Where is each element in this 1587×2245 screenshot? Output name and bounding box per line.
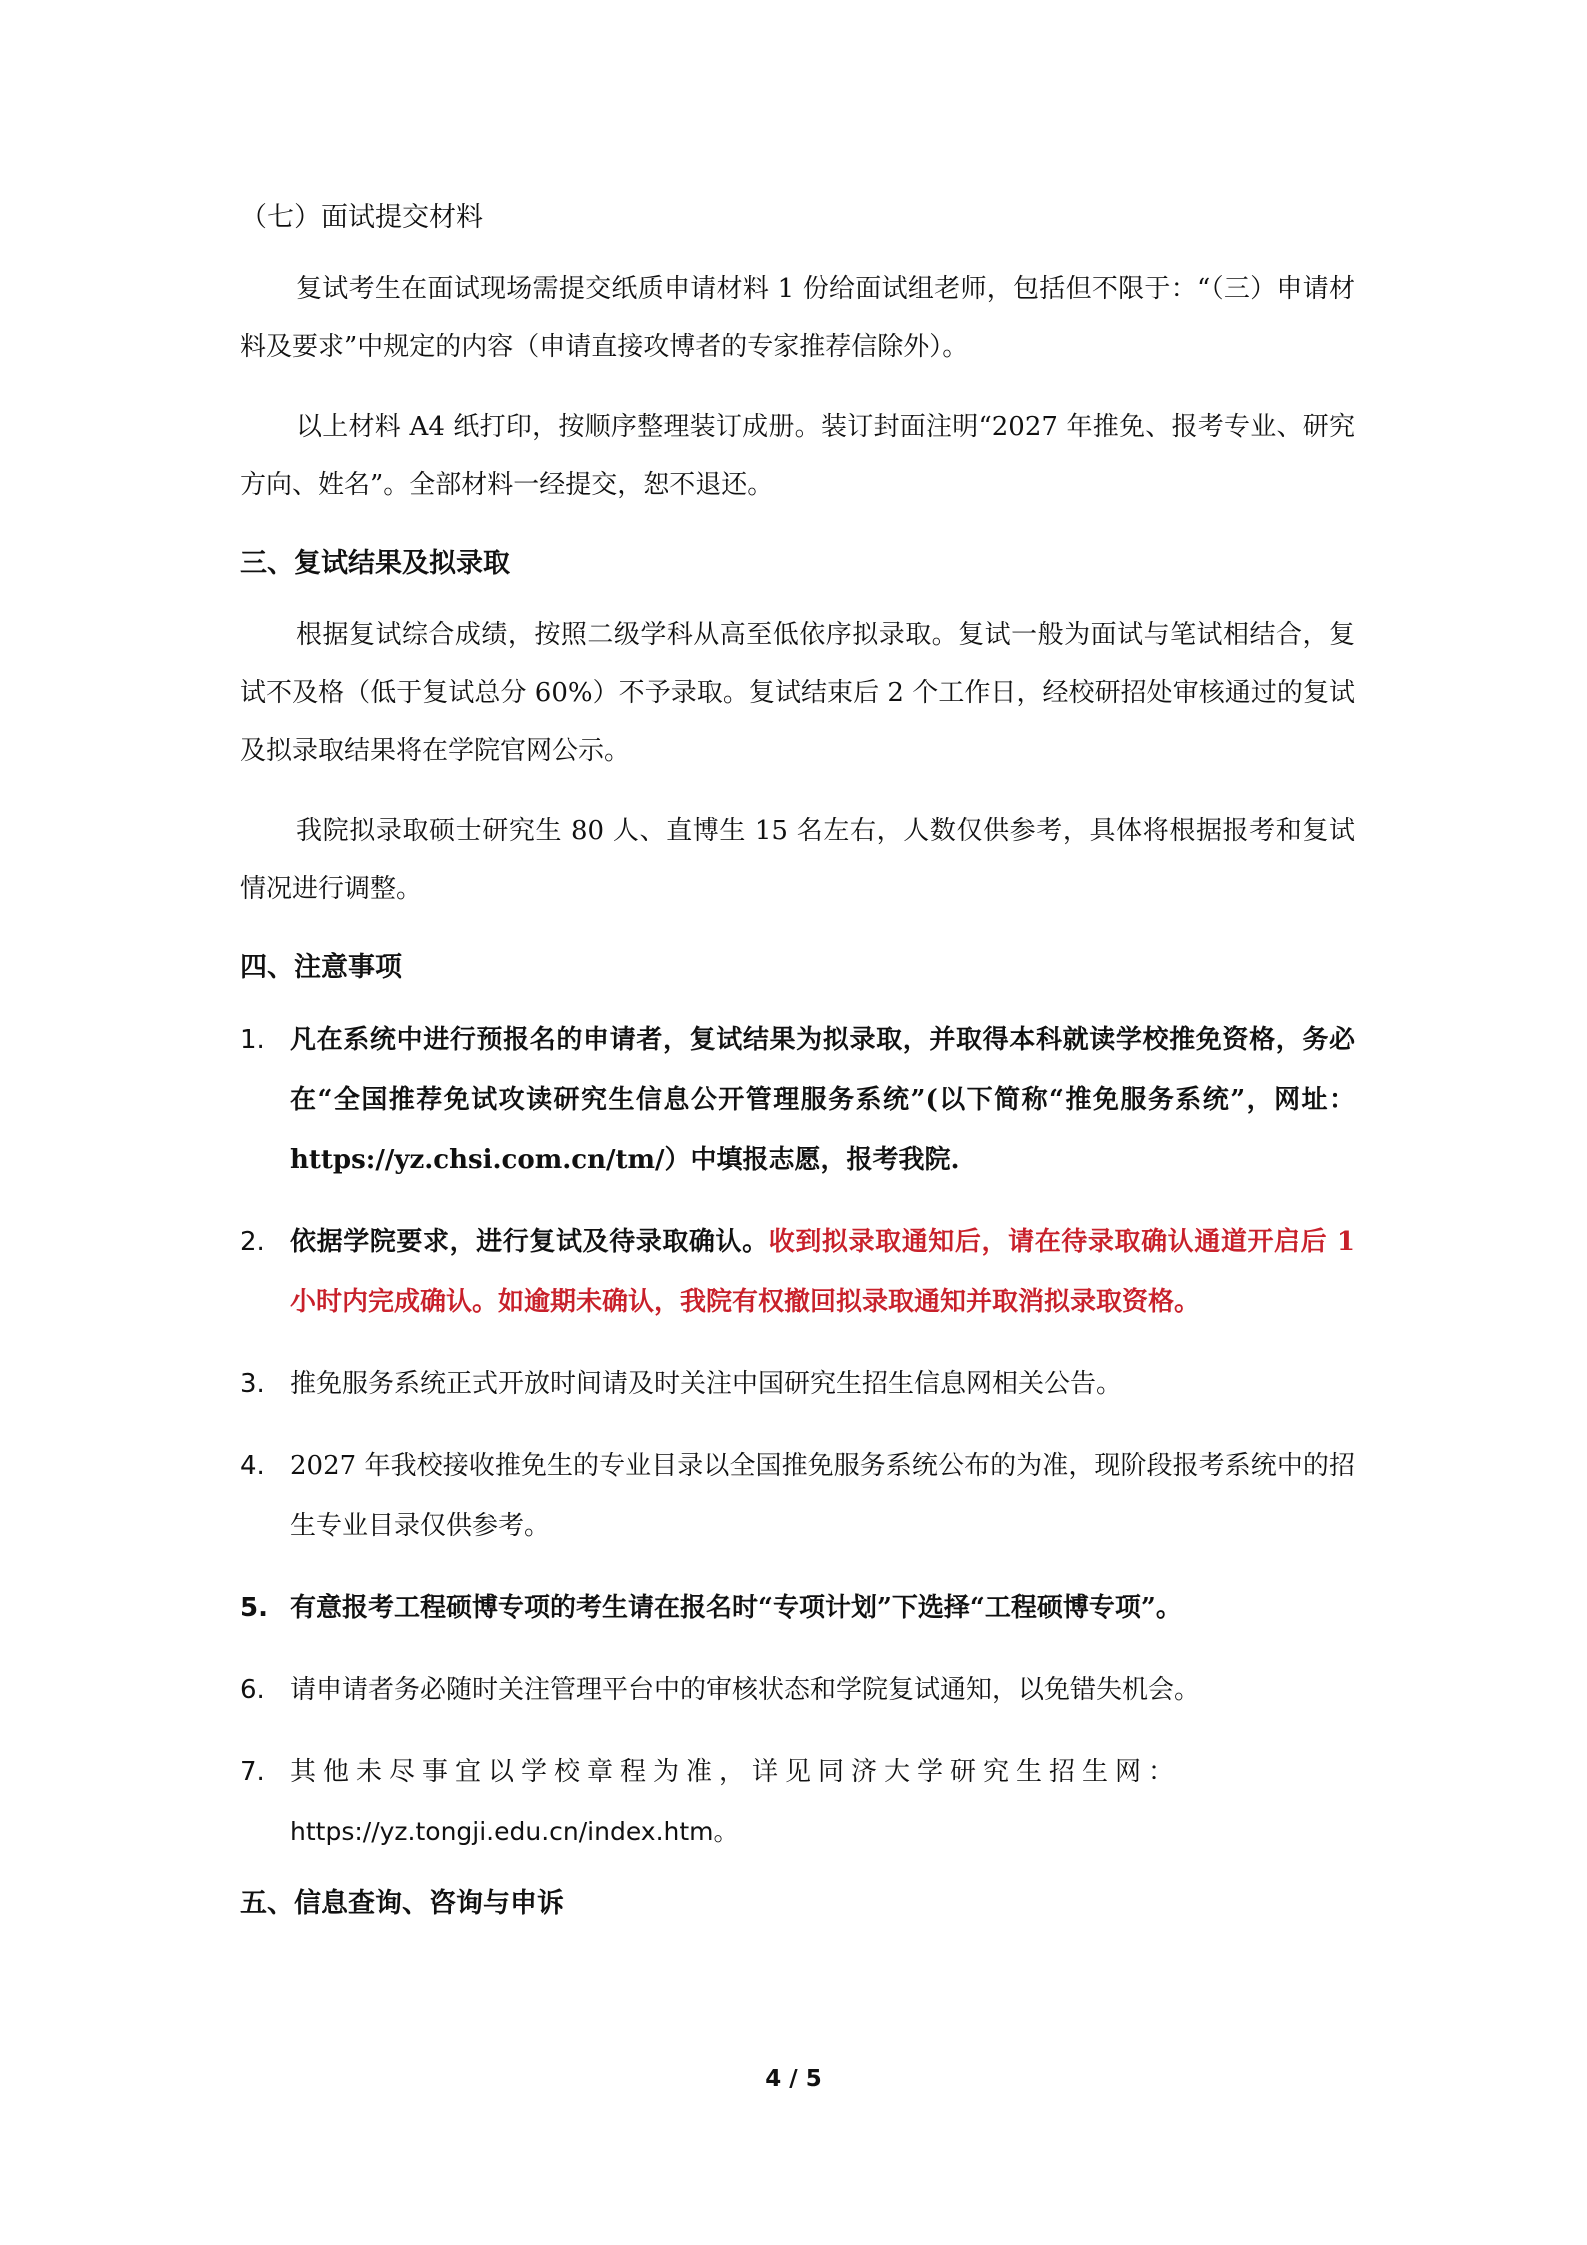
section-3-heading: 三、复试结果及拟录取 bbox=[240, 548, 510, 579]
notice-item-6 bbox=[240, 1660, 1355, 1720]
section-3-paragraph-2: 我院拟录取硕士研究生 80 人、直博生 15 名左右，人数仅供参考，具体将根据报考和复试情况进行调整。 bbox=[240, 816, 1355, 904]
section-7-paragraph-2: 以上材料 A4 纸打印，按顺序整理装订成册。装订封面注明“2027 年推免、报考专业、研究方向、姓名”。全部材料一经提交，恕不退还。 bbox=[240, 412, 1355, 500]
notice-item-text: 依据学院要求，进行复试及待录取确认。 bbox=[290, 1227, 769, 1257]
page-content bbox=[240, 198, 1355, 1924]
section-5-heading: 五、信息查询、咨询与申诉 bbox=[240, 1888, 564, 1919]
notice-item-7 bbox=[240, 1742, 1355, 1862]
notice-item-text: 2027 年我校接收推免生的专业目录以全国推免服务系统公布的为准，现阶段报考系统中的招生专业目录仅供参考。 bbox=[290, 1451, 1355, 1541]
notice-item-5 bbox=[240, 1578, 1355, 1638]
notice-item-text: 推免服务系统正式开放时间请及时关注中国研究生招生信息网相关公告。 bbox=[290, 1369, 1123, 1399]
notice-item-1 bbox=[240, 1010, 1355, 1190]
notice-list bbox=[240, 1010, 1355, 1862]
notice-item-text: 请申请者务必随时关注管理平台中的审核状态和学院复试通知，以免错失机会。 bbox=[290, 1675, 1201, 1705]
notice-item-4 bbox=[240, 1436, 1355, 1556]
notice-item-2 bbox=[240, 1212, 1355, 1332]
notice-item-3 bbox=[240, 1354, 1355, 1414]
notice-item-number: 1. bbox=[240, 1025, 265, 1055]
notice-item-warning-text: 收到拟录取通知后，请在待录取确认通道开启后 1 小时内完成确认。如逾期未确认，我院有权撤回拟录取通知并取消拟录取资格。 bbox=[290, 1227, 1355, 1317]
notice-item-number: 5. bbox=[240, 1593, 268, 1623]
notice-item-text: 其他未尽事宜以学校章程为准，详见同济大学研究生招生网： bbox=[290, 1757, 1182, 1787]
notice-item-text: 有意报考工程硕博专项的考生请在报名时“专项计划”下选择“工程硕博专项”。 bbox=[290, 1593, 1182, 1623]
notice-item-text: 凡在系统中进行预报名的申请者，复试结果为拟录取，并取得本科就读学校推免资格，务必在“全国推荐免试攻读研究生信息公开管理服务系统”(以下简称“推免服务系统”，网址：https://yz.chsi.com.cn/tm/）中填报志愿，报考我院. bbox=[290, 1025, 1355, 1175]
notice-item-number: 4. bbox=[240, 1451, 265, 1481]
page-number: 4 / 5 bbox=[765, 2066, 822, 2092]
notice-item-number: 3. bbox=[240, 1369, 265, 1399]
section-3-paragraph-1: 根据复试综合成绩，按照二级学科从高至低依序拟录取。复试一般为面试与笔试相结合，复试不及格（低于复试总分 60%）不予录取。复试结束后 2 个工作日，经校研招处审核通过的复试及拟录取结果将在学院官网公示。 bbox=[240, 620, 1355, 766]
notice-item-number: 6. bbox=[240, 1675, 265, 1705]
section-4-heading: 四、注意事项 bbox=[240, 952, 402, 983]
section-7-heading: （七）面试提交材料 bbox=[240, 202, 483, 233]
notice-item-number: 2. bbox=[240, 1227, 265, 1257]
notice-item-number: 7. bbox=[240, 1757, 265, 1787]
admissions-url-link[interactable]: https://yz.tongji.edu.cn/index.htm。 bbox=[290, 1817, 739, 1846]
section-7-paragraph-1: 复试考生在面试现场需提交纸质申请材料 1 份给面试组老师，包括但不限于：“（三）申请材料及要求”中规定的内容（申请直接攻博者的专家推荐信除外）。 bbox=[240, 274, 1355, 362]
